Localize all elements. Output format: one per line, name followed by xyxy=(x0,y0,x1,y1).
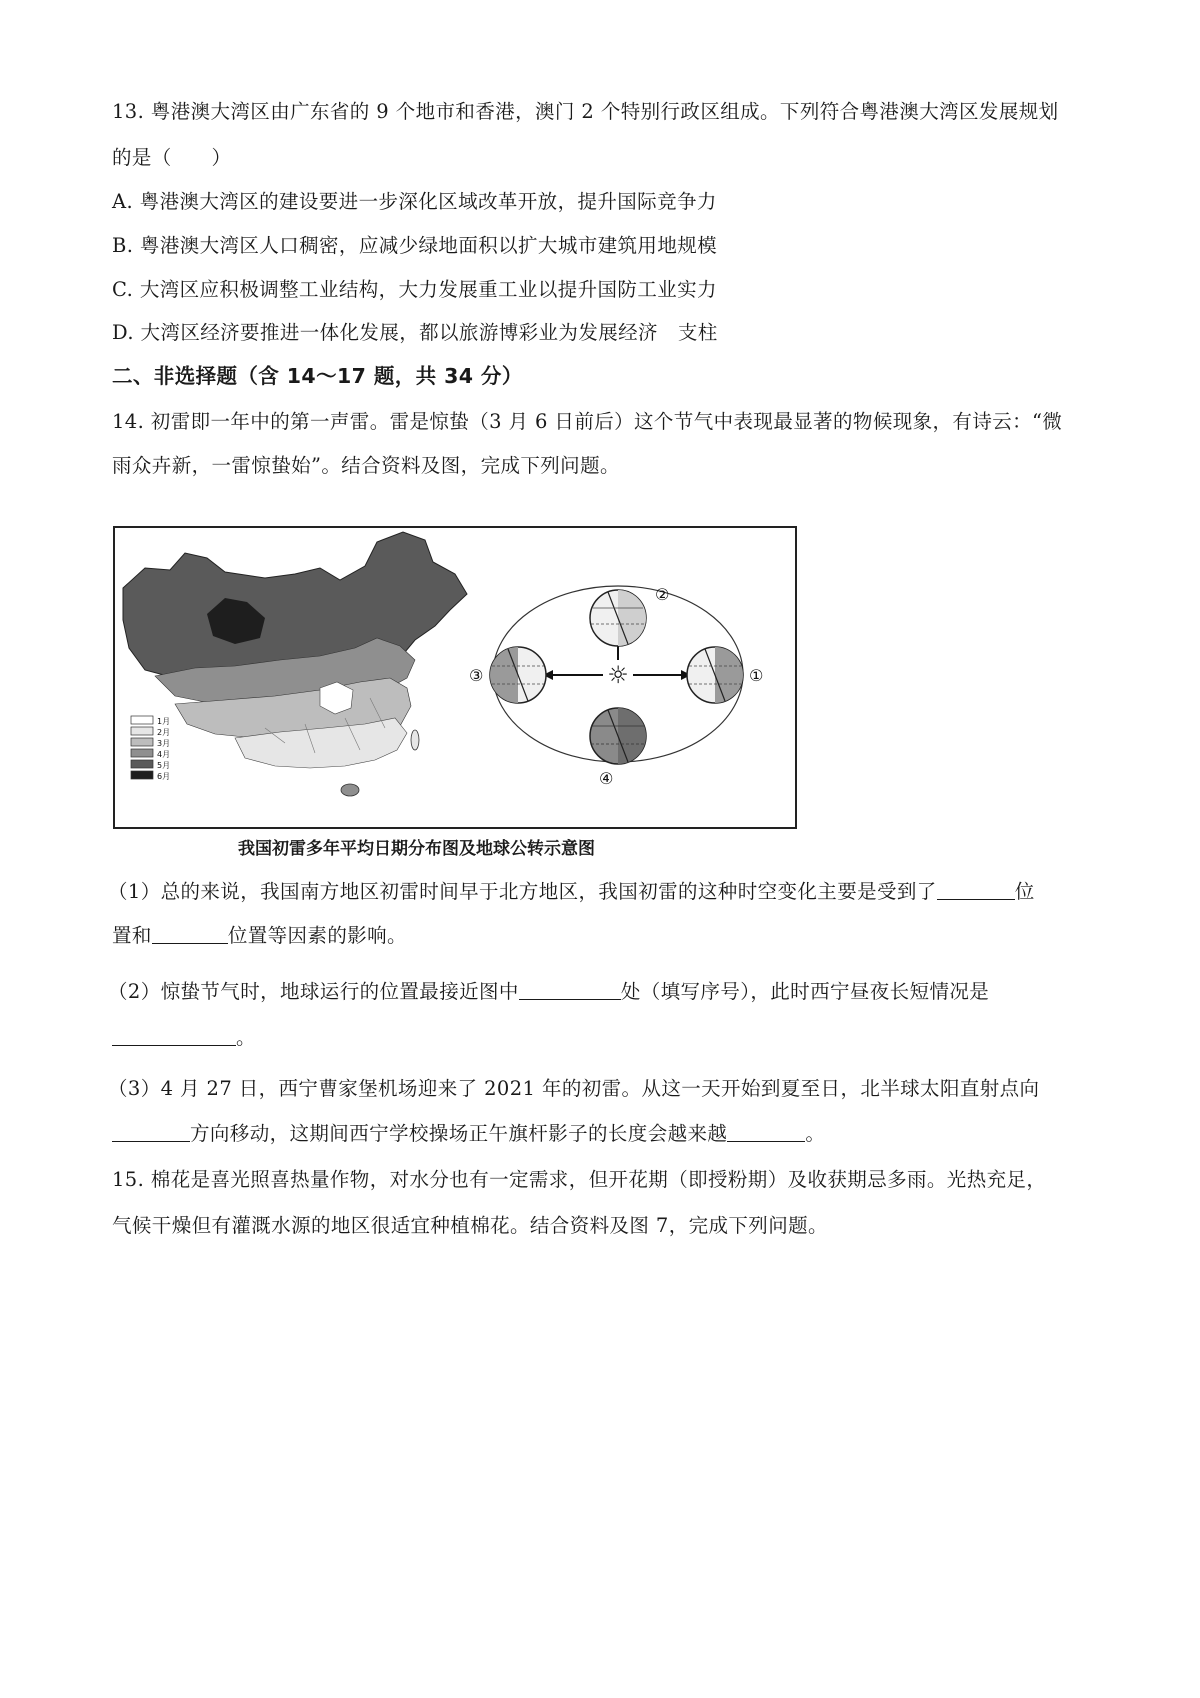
legend-swatch-2 xyxy=(131,727,153,735)
map-legend xyxy=(131,716,170,781)
q14-sub2-text-c: 。 xyxy=(236,1026,256,1049)
figure-svg xyxy=(115,528,795,827)
earth-position-3 xyxy=(469,647,546,703)
q13-stem-line1: 13. 粤港澳大湾区由广东省的 9 个地市和香港，澳门 2 个特别行政区组成。下列符合粤港澳大湾区发展规划 xyxy=(112,100,1059,123)
earth-position-2 xyxy=(590,585,669,646)
q14-sub1-text-a: （1）总的来说，我国南方地区初雷时间早于北方地区，我国初雷的这种时空变化主要是受到了 xyxy=(108,880,937,903)
q14-sub3-blank-1[interactable] xyxy=(112,1121,190,1142)
q14-sub1-blank-2[interactable] xyxy=(152,923,228,944)
q14-sub2-blank-1[interactable] xyxy=(519,979,621,1000)
q13-option-b[interactable]: B. 粤港澳大湾区人口稠密，应减少绿地面积以扩大城市建筑用地规模 xyxy=(112,234,718,257)
q15-stem-line1: 15. 棉花是喜光照喜热量作物，对水分也有一定需求，但开花期（即授粉期）及收获期忌多雨。光热充足， xyxy=(112,1168,1047,1191)
legend-swatch-4 xyxy=(131,749,153,757)
legend-label-5: 5月 xyxy=(157,761,171,770)
q14-stem-line2: 雨众卉新，一雷惊蛰始”。结合资料及图，完成下列问题。 xyxy=(112,454,620,477)
legend-label-6: 6月 xyxy=(157,772,171,781)
q14-sub2-line1 xyxy=(108,978,989,1006)
legend-label-1: 1月 xyxy=(157,717,171,726)
label-3: ③ xyxy=(469,666,484,685)
q14-sub3-text-a: 方向移动，这期间西宁学校操场正午旗杆影子的长度会越来越 xyxy=(190,1122,728,1145)
legend-label-4: 4月 xyxy=(157,750,171,759)
q14-stem-line1: 14. 初雷即一年中的第一声雷。雷是惊蛰（3 月 6 日前后）这个节气中表现最显著的物候现象，有诗云：“微 xyxy=(112,410,1063,433)
legend-swatch-6 xyxy=(131,771,153,779)
orbit-diagram xyxy=(469,585,763,788)
q14-sub1-text-b: 位 xyxy=(1014,880,1035,903)
q14-sub3-blank-2[interactable] xyxy=(727,1121,805,1142)
q14-sub3-line2 xyxy=(112,1120,825,1148)
hainan-island xyxy=(341,784,359,796)
q14-sub2-line2 xyxy=(112,1024,256,1052)
q14-sub3-text-b: 。 xyxy=(805,1122,826,1145)
earth-position-4 xyxy=(590,708,646,788)
q14-sub2-blank-2[interactable] xyxy=(112,1025,236,1046)
q14-sub1-line1 xyxy=(108,878,1035,906)
taiwan-island xyxy=(411,730,419,750)
label-1: ① xyxy=(749,666,764,685)
q14-sub2-text-b: 处（填写序号），此时西宁昼夜长短情况是 xyxy=(620,980,990,1003)
earth-position-1 xyxy=(687,647,763,703)
q13-option-a[interactable]: A. 粤港澳大湾区的建设要进一步深化区域改革开放，提升国际竞争力 xyxy=(112,190,717,213)
figure-map-and-orbit xyxy=(113,526,797,829)
legend-swatch-5 xyxy=(131,760,153,768)
q14-sub3-line1: （3）4 月 27 日，西宁曹家堡机场迎来了 2021 年的初雷。从这一天开始到夏至日，北半球太阳直射点向 xyxy=(108,1077,1040,1100)
legend-label-3: 3月 xyxy=(157,739,171,748)
legend-label-2: 2月 xyxy=(157,728,171,737)
q14-sub1-blank-1[interactable] xyxy=(937,879,1015,900)
legend-swatch-1 xyxy=(131,716,153,724)
label-2: ② xyxy=(655,585,670,604)
section-heading: 二、非选择题（含 14～17 题，共 34 分） xyxy=(112,364,523,388)
label-4: ④ xyxy=(599,769,614,788)
q15-stem-line2: 气候干燥但有灌溉水源的地区很适宜种植棉花。结合资料及图 7，完成下列问题。 xyxy=(112,1214,828,1237)
q13-option-c[interactable]: C. 大湾区应积极调整工业结构，大力发展重工业以提升国防工业实力 xyxy=(112,278,717,301)
china-map xyxy=(123,532,467,796)
legend-swatch-3 xyxy=(131,738,153,746)
q14-sub1-line2 xyxy=(112,922,407,950)
q14-sub2-text-a: （2）惊蛰节气时，地球运行的位置最接近图中 xyxy=(108,980,519,1003)
q13-stem-line2: 的是（ ） xyxy=(112,146,232,169)
sun-icon: ☼ xyxy=(607,661,629,689)
q14-sub1-text-c: 置和 xyxy=(112,924,152,947)
q14-sub1-text-d: 位置等因素的影响。 xyxy=(227,924,407,947)
q13-option-d[interactable]: D. 大湾区经济要推进一体化发展，都以旅游博彩业为发展经济 支柱 xyxy=(112,321,718,344)
figure-caption: 我国初雷多年平均日期分布图及地球公转示意图 xyxy=(238,839,595,859)
